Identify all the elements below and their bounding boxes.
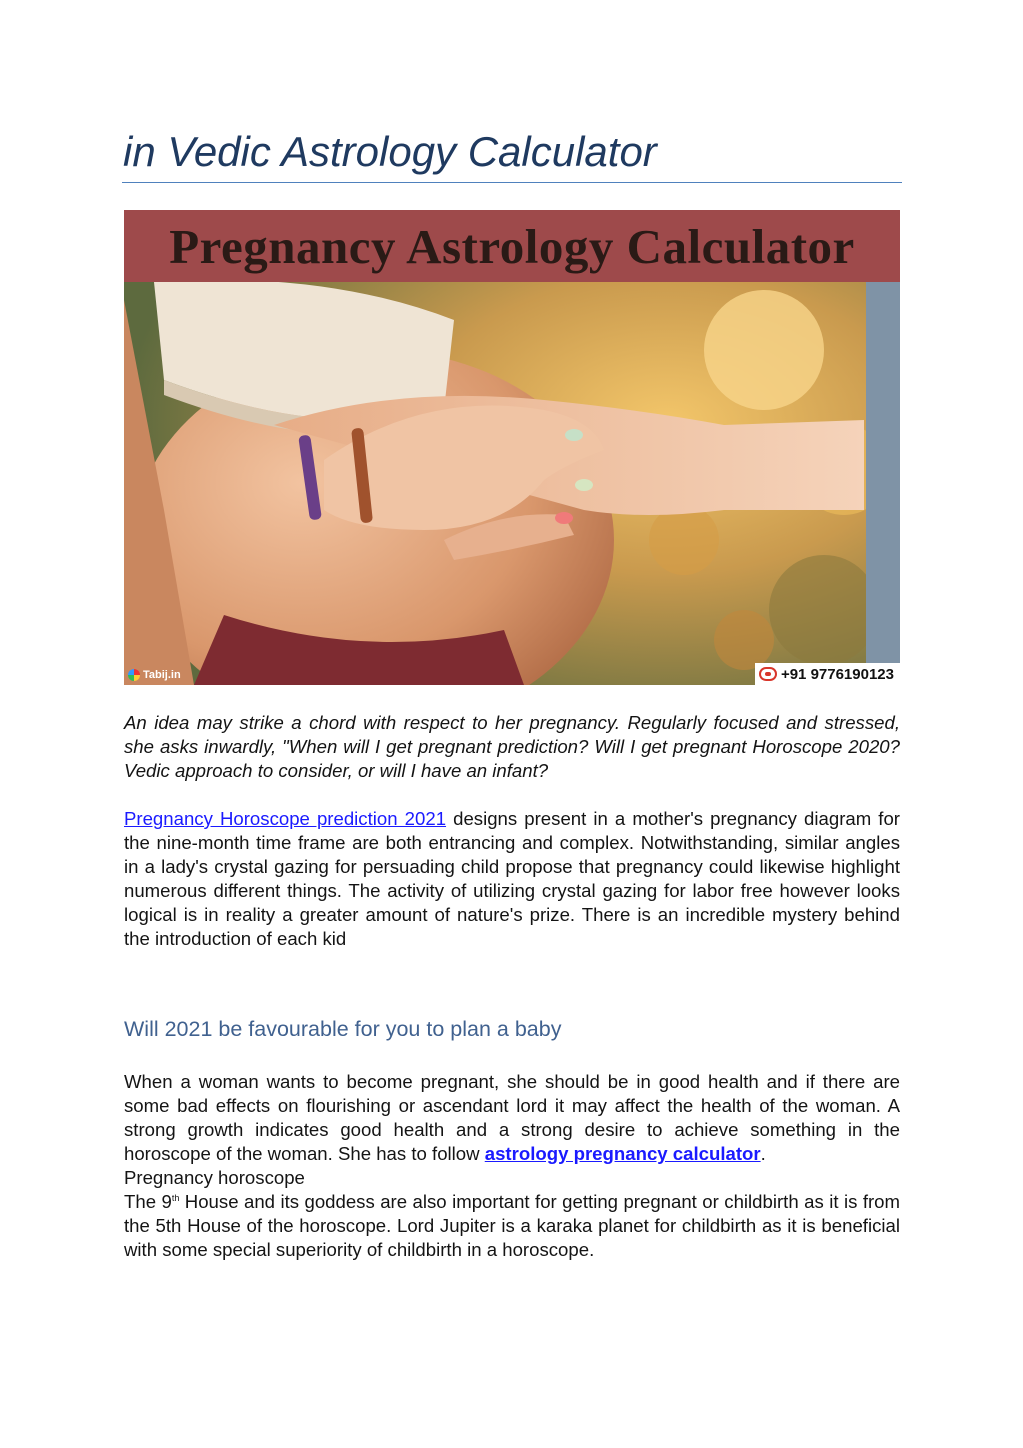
astrology-calculator-link[interactable]: astrology pregnancy calculator <box>484 1143 761 1164</box>
hero-image <box>124 210 900 685</box>
house-text-sup: th <box>171 1193 180 1203</box>
prediction-link[interactable]: Pregnancy Horoscope prediction 2021 <box>124 808 447 829</box>
section-body-end: . <box>760 1143 766 1164</box>
prediction-text: designs present in a mother's pregnancy diagram for the nine-month time frame are both entrancing and complex. Notwithstanding, similar angles in a lady's crystal gazing for persuading child propose that pregnancy could likewise highlight numerous different things. The activity of utilizing crystal gazing for labor free however looks logical is in reality a greater amount of nature's prize. There is an incredible mystery behind the introduction of each kid <box>124 808 900 949</box>
pregnancy-horoscope-label: Pregnancy horoscope <box>124 1167 305 1188</box>
house-text: House and its goddess are also important for getting pregnant or childbirth as it is from the 5th House of the horoscope. Lord Jupiter is a karaka planet for childbirth as it is beneficial with some special superiority of childbirth in a horoscope. <box>124 1191 901 1260</box>
house-text-prefix: The 9 <box>124 1191 172 1212</box>
section-body-text: When a woman wants to become pregnant, she should be in good health and if there are some bad effects on flourishing or ascendant lord it may affect the health of the woman. A strong growth indicates good health and a strong desire to achieve something in the horoscope of the woman. She has to follow <box>124 1071 900 1164</box>
section-paragraph <box>124 1070 900 1262</box>
hero-logo-text: Tabij.in <box>143 669 181 681</box>
section-heading: Will 2021 be favourable for you to plan a baby <box>124 1017 562 1041</box>
title-divider <box>122 182 902 183</box>
logo-icon <box>128 669 140 681</box>
hero-phone-badge <box>755 663 900 685</box>
hero-banner-title: Pregnancy Astrology Calculator <box>124 210 900 282</box>
intro-paragraph: An idea may strike a chord with respect to her pregnancy. Regularly focused and stressed, she asks inwardly, "When will I get pregnant prediction? Will I get pregnant Horoscope 2020? Vedic approach to consider, or will I have an infant? <box>124 712 900 781</box>
phone-icon <box>759 667 777 681</box>
prediction-paragraph <box>124 807 900 951</box>
page-title: in Vedic Astrology Calculator <box>123 128 657 175</box>
hero-logo <box>128 669 181 681</box>
hero-phone-number: +91 9776190123 <box>780 665 894 683</box>
